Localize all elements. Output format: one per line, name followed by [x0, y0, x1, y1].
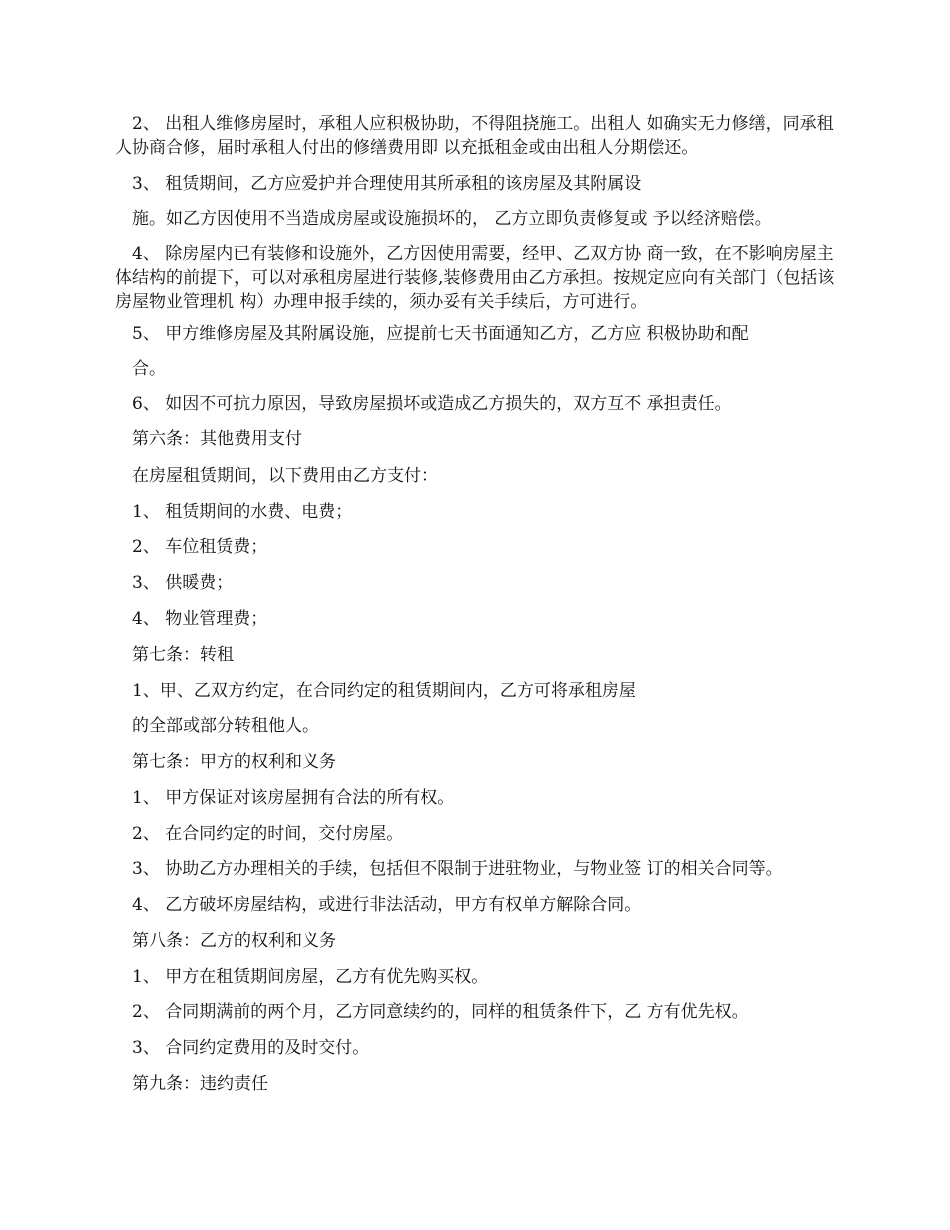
paragraph-repair-cooperation: 2、 出租人维修房屋时，承租人应积极协助，不得阻挠施工。出租人 如确实无力修缮，同承租人协商合修，届时承租人付出的修缮费用即 以充抵租金或由出租人分期偿还。 — [115, 114, 834, 158]
paragraph-force-majeure: 6、 如因不可抗力原因，导致房屋损坏或造成乙方损失的，双方互不 承担责任。 — [132, 394, 732, 414]
paragraph-maintenance-notice-cont: 合。 — [132, 359, 166, 379]
list-item-parking: 2、 车位租赁费； — [132, 537, 268, 557]
list-item-ownership: 1、 甲方保证对该房屋拥有合法的所有权。 — [132, 788, 455, 808]
paragraph-maintenance-notice: 5、 甲方维修房屋及其附属设施，应提前七天书面通知乙方，乙方应 积极协助和配 — [132, 324, 749, 344]
paragraph-fees-intro: 在房屋租赁期间，以下费用由乙方支付： — [132, 466, 438, 486]
paragraph-care-of-premises-cont: 施。如乙方因使用不当造成房屋或设施损坏的， 乙方立即负责修复或 予以经济赔偿。 — [132, 209, 772, 229]
list-item-purchase-priority: 1、 甲方在租赁期间房屋，乙方有优先购买权。 — [132, 967, 489, 987]
list-item-property-management: 4、 物业管理费； — [132, 609, 268, 629]
list-item-assist-procedures: 3、 协助乙方办理相关的手续，包括但不限制于进驻物业，与物业签 订的相关合同等。 — [132, 859, 783, 879]
list-item-heating: 3、 供暖费； — [132, 573, 234, 593]
heading-article-8: 第八条：乙方的权利和义务 — [132, 931, 336, 951]
heading-article-7-sublet: 第七条：转租 — [132, 645, 234, 665]
list-item-delivery: 2、 在合同约定的时间，交付房屋。 — [132, 824, 404, 844]
list-item-renewal-priority: 2、 合同期满前的两个月，乙方同意续约的，同样的租赁条件下，乙 方有优先权。 — [132, 1002, 749, 1022]
paragraph-sublet: 1、甲、乙双方约定，在合同约定的租赁期间内，乙方可将承租房屋 — [132, 681, 636, 701]
list-item-utilities: 1、 租赁期间的水费、电费； — [132, 502, 353, 522]
paragraph-renovation: 4、 除房屋内已有装修和设施外，乙方因使用需要，经甲、乙双方协 商一致，在不影响房屋主体结构的前提下，可以对承租房屋进行装修,装修费用由乙方承担。按规定应向有关部门（包括该房屋物业管理机 构）办理申报手续的，须办妥有关手续后，方可进行。 — [115, 244, 835, 312]
heading-article-6: 第六条：其他费用支付 — [132, 429, 302, 449]
heading-article-7-party-a: 第七条：甲方的权利和义务 — [132, 752, 336, 772]
list-item-timely-payment: 3、 合同约定费用的及时交付。 — [132, 1038, 370, 1058]
paragraph-sublet-cont: 的全部或部分转租他人。 — [132, 716, 319, 736]
paragraph-care-of-premises: 3、 租赁期间，乙方应爱护并合理使用其所承租的该房屋及其附属设 — [132, 174, 642, 194]
heading-article-9: 第九条：违约责任 — [132, 1074, 268, 1094]
list-item-termination: 4、 乙方破坏房屋结构，或进行非法活动，甲方有权单方解除合同。 — [132, 895, 642, 915]
